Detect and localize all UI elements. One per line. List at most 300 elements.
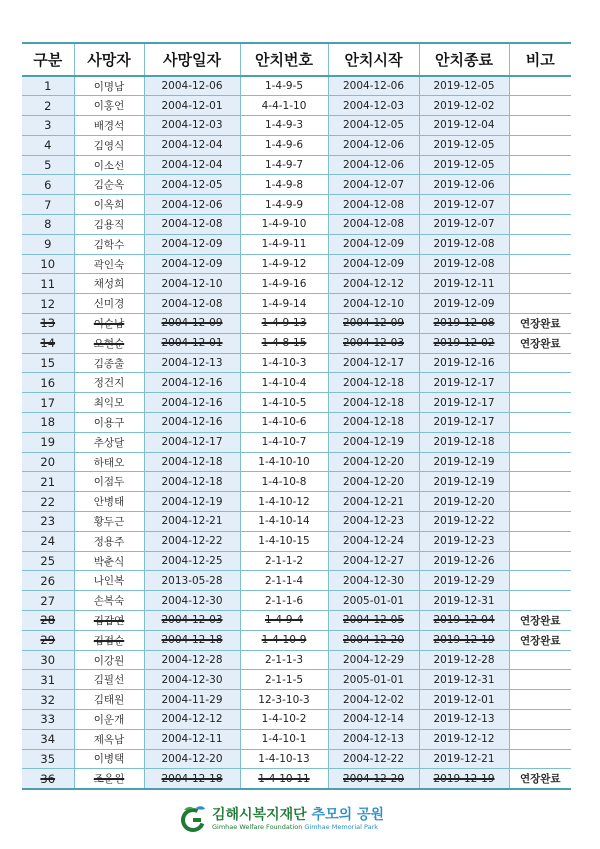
table-row [22,531,571,551]
cell-slot-number: 1-4-10-1 [240,729,328,749]
cell-remarks [509,650,571,670]
cell-death-date: 2004-12-13 [144,353,240,373]
cell-death-date: 2004-12-22 [144,531,240,551]
cell-slot-number: 1-4-9-3 [240,116,328,136]
cell-start-date: 2004-12-24 [328,531,419,551]
cell-deceased: 김순옥 [74,175,144,195]
cell-death-date: 2004-12-18 [144,472,240,492]
table-row [22,195,571,215]
cell-deceased: 김점순 [74,630,144,650]
cell-start-date: 2004-12-06 [328,155,419,175]
table-row [22,96,571,116]
cell-end-date: 2019-12-23 [419,531,509,551]
cell-deceased: 이병택 [74,749,144,769]
cell-death-date: 2004-12-04 [144,135,240,155]
cell-death-date: 2004-12-05 [144,175,240,195]
cell-start-date: 2004-12-19 [328,432,419,452]
cell-deceased: 김학수 [74,234,144,254]
cell-remarks [509,155,571,175]
cell-remarks [509,135,571,155]
header-start-date: 안치시작 [328,43,419,76]
cell-slot-number: 2-1-1-6 [240,591,328,611]
cell-remarks [509,294,571,314]
header-death-date: 사망일자 [144,43,240,76]
cell-start-date: 2004-12-18 [328,373,419,393]
cell-end-date: 2019-12-29 [419,571,509,591]
cell-deceased: 제옥남 [74,729,144,749]
cell-slot-number: 1-4-10-2 [240,710,328,730]
cell-category: 36 [22,769,74,789]
logo-english-text [212,823,378,831]
cell-end-date: 2019-12-02 [419,333,509,353]
table-row [22,215,571,235]
cell-end-date: 2019-12-21 [419,749,509,769]
cell-start-date: 2004-12-20 [328,472,419,492]
cell-slot-number: 1-4-9-7 [240,155,328,175]
cell-death-date: 2004-11-29 [144,690,240,710]
cell-start-date: 2004-12-06 [328,135,419,155]
cell-category: 25 [22,551,74,571]
cell-end-date: 2019-12-06 [419,175,509,195]
cell-slot-number: 1-4-10-5 [240,393,328,413]
cell-remarks [509,175,571,195]
cell-slot-number: 1-4-10-8 [240,472,328,492]
table-row [22,452,571,472]
cell-death-date: 2004-12-06 [144,76,240,96]
cell-start-date: 2004-12-05 [328,116,419,136]
cell-end-date: 2019-12-05 [419,155,509,175]
table-row [22,551,571,571]
cell-remarks [509,551,571,571]
cell-start-date: 2004-12-20 [328,630,419,650]
cell-death-date: 2004-12-11 [144,729,240,749]
cell-end-date: 2019-12-05 [419,76,509,96]
cell-deceased: 김영식 [74,135,144,155]
cell-remarks [509,432,571,452]
cell-remarks [509,452,571,472]
cell-death-date: 2004-12-16 [144,393,240,413]
cell-start-date: 2004-12-02 [328,690,419,710]
cell-deceased: 이용구 [74,413,144,433]
cell-end-date: 2019-12-31 [419,591,509,611]
cell-deceased: 김용직 [74,215,144,235]
cell-category: 22 [22,492,74,512]
cell-start-date: 2004-12-09 [328,314,419,334]
cell-start-date: 2004-12-09 [328,234,419,254]
table-row [22,591,571,611]
cell-slot-number: 1-4-9-9 [240,195,328,215]
table-row [22,333,571,353]
cell-end-date: 2019-12-19 [419,452,509,472]
cell-slot-number: 12-3-10-3 [240,690,328,710]
table-body [22,76,571,789]
cell-death-date: 2004-12-03 [144,116,240,136]
cell-end-date: 2019-12-17 [419,373,509,393]
cell-slot-number: 1-4-10-3 [240,353,328,373]
cell-slot-number: 1-4-10-7 [240,432,328,452]
cell-start-date: 2004-12-18 [328,393,419,413]
cell-category: 19 [22,432,74,452]
cell-remarks [509,215,571,235]
cell-remarks [509,116,571,136]
cell-death-date: 2004-12-08 [144,215,240,235]
cell-remarks [509,729,571,749]
cell-death-date: 2004-12-09 [144,254,240,274]
cell-slot-number: 1-4-10-6 [240,413,328,433]
cell-remarks [509,531,571,551]
cell-death-date: 2004-12-10 [144,274,240,294]
cell-deceased: 이순남 [74,314,144,334]
cell-slot-number: 1-4-9-11 [240,234,328,254]
table-row [22,116,571,136]
cell-category: 21 [22,472,74,492]
cell-category: 26 [22,571,74,591]
table-row [22,314,571,334]
cell-deceased: 이소선 [74,155,144,175]
cell-deceased: 이운개 [74,710,144,730]
cell-deceased: 하태오 [74,452,144,472]
cell-remarks [509,96,571,116]
header-category: 구분 [22,43,74,76]
cell-start-date: 2005-01-01 [328,591,419,611]
cell-category: 13 [22,314,74,334]
footer-logo [0,798,600,838]
cell-slot-number: 1-4-10-13 [240,749,328,769]
table-row [22,294,571,314]
cell-start-date: 2005-01-01 [328,670,419,690]
cell-category: 10 [22,254,74,274]
cell-remarks [509,353,571,373]
park-name-ko: 추모의 공원 [311,807,385,823]
cell-deceased: 이홍언 [74,96,144,116]
cell-category: 30 [22,650,74,670]
cell-start-date: 2004-12-03 [328,333,419,353]
cell-start-date: 2004-12-10 [328,294,419,314]
cell-category: 7 [22,195,74,215]
cell-remarks [509,512,571,532]
cell-deceased: 정건지 [74,373,144,393]
cell-start-date: 2004-12-17 [328,353,419,373]
cell-death-date: 2004-12-18 [144,769,240,789]
table-row [22,393,571,413]
cell-death-date: 2004-12-20 [144,749,240,769]
cell-category: 16 [22,373,74,393]
cell-deceased: 이점두 [74,472,144,492]
cell-category: 32 [22,690,74,710]
cell-deceased: 오현순 [74,333,144,353]
cell-category: 9 [22,234,74,254]
cell-slot-number: 1-4-10-15 [240,531,328,551]
cell-end-date: 2019-12-17 [419,413,509,433]
cell-death-date: 2004-12-21 [144,512,240,532]
cell-remarks: 연장완료 [509,314,571,334]
cell-deceased: 김필선 [74,670,144,690]
cell-deceased: 추상달 [74,432,144,452]
cell-slot-number: 2-1-1-3 [240,650,328,670]
table-row [22,76,571,96]
cell-deceased: 박춘식 [74,551,144,571]
cell-end-date: 2019-12-17 [419,393,509,413]
cell-remarks [509,195,571,215]
cell-category: 14 [22,333,74,353]
cell-end-date: 2019-12-28 [419,650,509,670]
cell-death-date: 2004-12-28 [144,650,240,670]
cell-start-date: 2004-12-06 [328,76,419,96]
table-row [22,630,571,650]
logo-korean-text [212,804,384,824]
cell-category: 28 [22,611,74,631]
cell-slot-number: 1-4-9-10 [240,215,328,235]
cell-remarks [509,413,571,433]
cell-death-date: 2004-12-30 [144,591,240,611]
cell-remarks [509,492,571,512]
cell-category: 23 [22,512,74,532]
org-name-ko: 김해시복지재단 [212,807,307,823]
cell-death-date: 2004-12-09 [144,314,240,334]
cell-start-date: 2004-12-18 [328,413,419,433]
cell-end-date: 2019-12-19 [419,630,509,650]
cell-category: 6 [22,175,74,195]
cell-remarks: 연장완료 [509,769,571,789]
cell-category: 27 [22,591,74,611]
cell-slot-number: 1-4-9-8 [240,175,328,195]
table-row [22,710,571,730]
cell-deceased: 곽인숙 [74,254,144,274]
cell-category: 31 [22,670,74,690]
cell-start-date: 2004-12-09 [328,254,419,274]
cell-death-date: 2004-12-19 [144,492,240,512]
cell-end-date: 2019-12-04 [419,116,509,136]
org-name-en: Gimhae Welfare Foundation [212,823,303,831]
cell-death-date: 2004-12-01 [144,96,240,116]
cell-end-date: 2019-12-12 [419,729,509,749]
cell-end-date: 2019-12-02 [419,96,509,116]
cell-start-date: 2004-12-29 [328,650,419,670]
cell-end-date: 2019-12-07 [419,215,509,235]
cell-start-date: 2004-12-13 [328,729,419,749]
cell-end-date: 2019-12-04 [419,611,509,631]
cell-death-date: 2004-12-03 [144,611,240,631]
cell-remarks [509,591,571,611]
table-row [22,155,571,175]
cell-end-date: 2019-12-22 [419,512,509,532]
cell-remarks: 연장완료 [509,611,571,631]
cell-end-date: 2019-12-01 [419,690,509,710]
table-row [22,472,571,492]
cell-start-date: 2004-12-08 [328,215,419,235]
table-row [22,571,571,591]
cell-start-date: 2004-12-30 [328,571,419,591]
cell-start-date: 2004-12-08 [328,195,419,215]
cell-remarks [509,571,571,591]
table-row [22,650,571,670]
cell-slot-number: 1-4-10-9 [240,630,328,650]
cell-remarks [509,254,571,274]
cell-start-date: 2004-12-20 [328,452,419,472]
table-row [22,769,571,789]
cell-category: 11 [22,274,74,294]
cell-deceased: 나인복 [74,571,144,591]
table-row [22,492,571,512]
table-row [22,353,571,373]
cell-end-date: 2019-12-08 [419,234,509,254]
cell-death-date: 2004-12-06 [144,195,240,215]
cell-end-date: 2019-12-09 [419,294,509,314]
cell-start-date: 2004-12-03 [328,96,419,116]
cell-end-date: 2019-12-19 [419,769,509,789]
cell-end-date: 2019-12-08 [419,254,509,274]
cell-end-date: 2019-12-20 [419,492,509,512]
cell-end-date: 2019-12-31 [419,670,509,690]
cell-start-date: 2004-12-12 [328,274,419,294]
cell-end-date: 2019-12-11 [419,274,509,294]
cell-remarks: 연장완료 [509,630,571,650]
cell-end-date: 2019-12-05 [419,135,509,155]
cell-death-date: 2004-12-18 [144,452,240,472]
enshrinement-table [22,42,571,790]
cell-end-date: 2019-12-19 [419,472,509,492]
cell-death-date: 2004-12-12 [144,710,240,730]
cell-slot-number: 4-4-1-10 [240,96,328,116]
cell-slot-number: 2-1-1-5 [240,670,328,690]
cell-deceased: 이옥희 [74,195,144,215]
cell-start-date: 2004-12-27 [328,551,419,571]
cell-slot-number: 1-4-10-10 [240,452,328,472]
cell-deceased: 신미경 [74,294,144,314]
cell-remarks [509,274,571,294]
cell-category: 15 [22,353,74,373]
cell-remarks [509,690,571,710]
cell-deceased: 손복숙 [74,591,144,611]
cell-category: 3 [22,116,74,136]
cell-remarks: 연장완료 [509,333,571,353]
table-header-row [22,43,571,76]
cell-deceased: 이강원 [74,650,144,670]
cell-end-date: 2019-12-16 [419,353,509,373]
table-row [22,373,571,393]
cell-category: 35 [22,749,74,769]
cell-deceased: 김갑연 [74,611,144,631]
cell-category: 12 [22,294,74,314]
cell-category: 17 [22,393,74,413]
cell-end-date: 2019-12-13 [419,710,509,730]
cell-death-date: 2013-05-28 [144,571,240,591]
cell-category: 20 [22,452,74,472]
cell-slot-number: 1-4-10-14 [240,512,328,532]
cell-start-date: 2004-12-20 [328,769,419,789]
table-row [22,611,571,631]
cell-category: 4 [22,135,74,155]
cell-remarks [509,710,571,730]
cell-slot-number: 1-4-9-16 [240,274,328,294]
cell-category: 24 [22,531,74,551]
header-slot-number: 안치번호 [240,43,328,76]
cell-slot-number: 1-4-10-11 [240,769,328,789]
cell-deceased: 채성희 [74,274,144,294]
cell-category: 34 [22,729,74,749]
cell-slot-number: 2-1-1-4 [240,571,328,591]
enshrinement-list-sheet [22,42,571,790]
table-row [22,690,571,710]
table-row [22,175,571,195]
cell-death-date: 2004-12-16 [144,413,240,433]
foundation-logo-icon [178,804,208,834]
cell-slot-number: 1-4-9-13 [240,314,328,334]
cell-slot-number: 1-4-10-12 [240,492,328,512]
cell-category: 2 [22,96,74,116]
cell-end-date: 2019-12-08 [419,314,509,334]
cell-category: 29 [22,630,74,650]
table-row [22,729,571,749]
cell-slot-number: 1-4-9-5 [240,76,328,96]
cell-slot-number: 1-4-9-12 [240,254,328,274]
table-row [22,254,571,274]
table-row [22,749,571,769]
cell-slot-number: 1-4-9-14 [240,294,328,314]
table-row [22,234,571,254]
park-name-en: Gimhae Memorial Park [304,823,379,831]
cell-death-date: 2004-12-09 [144,234,240,254]
cell-deceased: 정용주 [74,531,144,551]
cell-death-date: 2004-12-17 [144,432,240,452]
cell-start-date: 2004-12-14 [328,710,419,730]
cell-slot-number: 1-4-10-4 [240,373,328,393]
cell-slot-number: 1-4-9-4 [240,611,328,631]
cell-deceased: 이명남 [74,76,144,96]
table-row [22,670,571,690]
cell-death-date: 2004-12-04 [144,155,240,175]
cell-end-date: 2019-12-07 [419,195,509,215]
cell-death-date: 2004-12-18 [144,630,240,650]
cell-start-date: 2004-12-07 [328,175,419,195]
cell-end-date: 2019-12-18 [419,432,509,452]
cell-deceased: 김종출 [74,353,144,373]
cell-category: 8 [22,215,74,235]
cell-end-date: 2019-12-26 [419,551,509,571]
cell-category: 5 [22,155,74,175]
cell-deceased: 김태원 [74,690,144,710]
cell-start-date: 2004-12-21 [328,492,419,512]
table-row [22,274,571,294]
cell-deceased: 황두근 [74,512,144,532]
cell-start-date: 2004-12-23 [328,512,419,532]
cell-remarks [509,234,571,254]
cell-remarks [509,749,571,769]
cell-start-date: 2004-12-22 [328,749,419,769]
cell-remarks [509,393,571,413]
cell-deceased: 조운원 [74,769,144,789]
cell-death-date: 2004-12-25 [144,551,240,571]
cell-death-date: 2004-12-08 [144,294,240,314]
cell-remarks [509,670,571,690]
table-row [22,135,571,155]
cell-slot-number: 1-4-9-6 [240,135,328,155]
header-end-date: 안치종료 [419,43,509,76]
cell-deceased: 안병태 [74,492,144,512]
header-deceased: 사망자 [74,43,144,76]
table-row [22,512,571,532]
cell-category: 18 [22,413,74,433]
header-remarks: 비고 [509,43,571,76]
cell-death-date: 2004-12-01 [144,333,240,353]
cell-category: 33 [22,710,74,730]
cell-remarks [509,373,571,393]
cell-remarks [509,472,571,492]
table-row [22,432,571,452]
cell-death-date: 2004-12-16 [144,373,240,393]
cell-remarks [509,76,571,96]
cell-slot-number: 2-1-1-2 [240,551,328,571]
